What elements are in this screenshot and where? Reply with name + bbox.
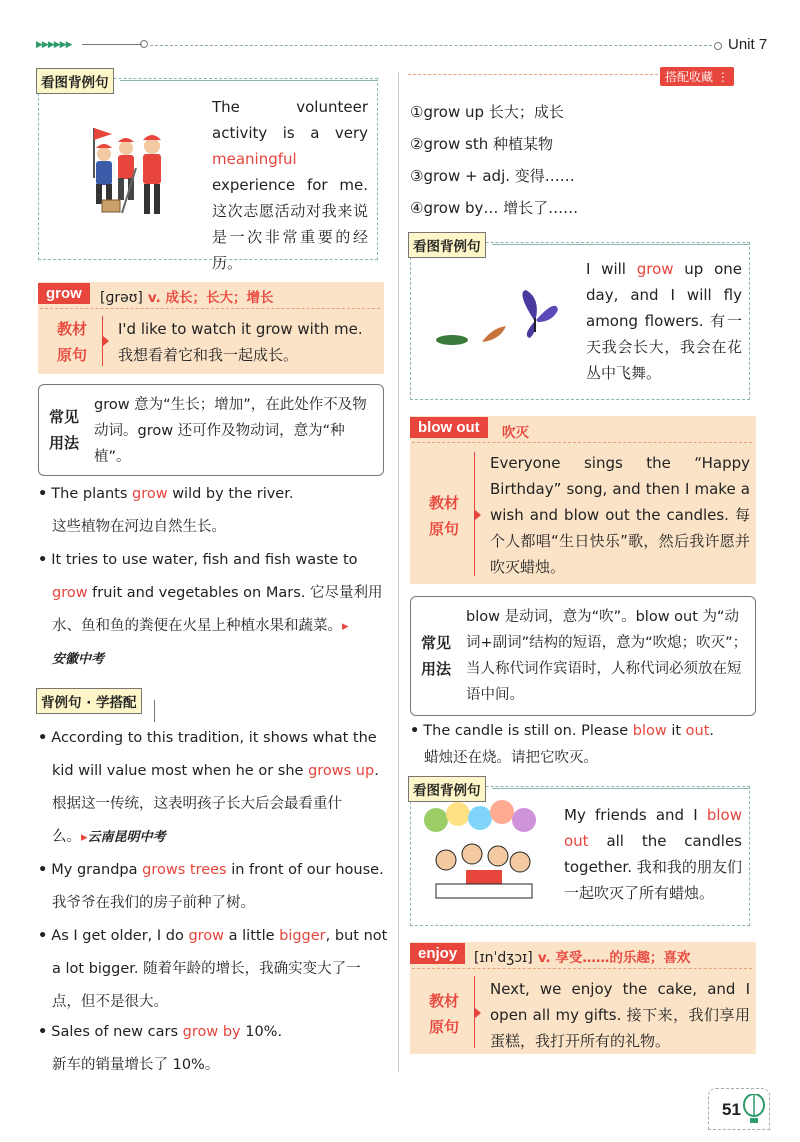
example-6: • Sales of new cars grow by 10%. 新车的销量增长了 10%。 xyxy=(38,1016,388,1082)
example-1: • The plants grow wild by the river. 这些植物在河边自然生长。 xyxy=(38,478,388,544)
usage-label-1 xyxy=(44,404,84,456)
shoucang-label: 搭配收藏 xyxy=(665,70,714,84)
example-7-post: . xyxy=(709,723,715,739)
example-3: • According to this tradition, it shows what the kid will value most when he or she grows up. 根据这一传统，这表明孩子长大后会最看重什 么。▸云南昆明中考 xyxy=(38,722,388,854)
kantu-text-1-pre: The volunteer activity is a very xyxy=(212,98,368,142)
kantu-tag-rule-1 xyxy=(120,80,378,81)
example-6-post: 10%. xyxy=(240,1024,283,1040)
enjoy-word-tag: enjoy xyxy=(410,943,465,964)
collocation-item: ②grow sth 种植某物 xyxy=(410,135,553,153)
example-5-highlight-1: grow xyxy=(188,928,225,944)
example-7-pre: The candle is still on. Please xyxy=(423,723,633,739)
enjoy-divider xyxy=(412,968,752,969)
example-1-pre: The plants xyxy=(51,486,133,502)
collocation-item: ①grow up 长大；成长 xyxy=(410,103,564,121)
example-1-highlight: grow xyxy=(132,486,168,502)
blowout-word-tag: blow out xyxy=(410,417,488,438)
example-2-highlight: grow xyxy=(52,585,88,601)
kantu-tag-2: 看图背例句 xyxy=(408,232,486,258)
example-7-highlight-1: blow xyxy=(632,723,667,739)
example-6-cn: 新车的销量增长了 10%。 xyxy=(52,1057,220,1073)
volunteer-illustration xyxy=(76,118,176,228)
collocation-list xyxy=(410,96,760,224)
unit-label: Unit 7 xyxy=(728,36,768,53)
kantu-text-2 xyxy=(586,256,742,386)
usage-label-2-a: 常见 xyxy=(420,634,451,652)
example-7: • The candle is still on. Please blow it out. 蜡烛还在烧。请把它吹灭。 xyxy=(410,718,760,772)
usage-text-2: blow 是动词，意为“吹”。blow out 为“动词+副词”结构的短语，意为“吹熄；吹灭”；当人称代词作宾语时，人称代词必须放在短语中间。 xyxy=(466,609,748,703)
example-1-post: wild by the river. xyxy=(167,486,294,502)
usage-label-1-a: 常见 xyxy=(48,408,79,426)
example-3-cn2: 么。 xyxy=(52,829,81,845)
kantu-tag-rule-3 xyxy=(492,788,750,789)
example-7-cn: 蜡烛还在烧。请把它吹灭。 xyxy=(424,750,598,766)
kantu-text-1-post: experience for me. 这次志愿活动对我来说是一次非常重要的经历。 xyxy=(212,176,368,272)
blowout-meaning: 吹灭 xyxy=(502,425,529,441)
grow-source-sentence xyxy=(118,316,378,368)
enjoy-phonetic: [ɪnˈdʒɔɪ] xyxy=(474,950,533,966)
example-5-line2: a lot bigger. 随着年龄的增长，我确实变大了一 xyxy=(52,961,361,977)
header-rule-left xyxy=(82,44,142,45)
example-2-line1: It tries to use water, fish and fish waste to xyxy=(51,552,358,568)
enjoy-meaning: v. 享受……的乐趣；喜欢 xyxy=(537,950,691,966)
example-6-highlight: grow by xyxy=(182,1024,241,1040)
grow-meaning: v. 成长；长大；增长 xyxy=(147,290,274,306)
grow-source-arrow xyxy=(103,336,109,346)
example-6-pre: Sales of new cars xyxy=(51,1024,183,1040)
example-5: • As I get older, I do grow a little bigger, but not a lot bigger. 随着年龄的增长，我确实变大了一 点，但不是很大。 xyxy=(38,920,388,1019)
grow-word-tag: grow xyxy=(38,283,90,304)
example-3-exam-source: 云南昆明中考 xyxy=(87,830,166,845)
header-rule-dot-left xyxy=(140,40,148,48)
shoucang-badge: 搭配收藏 ⋮ xyxy=(660,67,734,86)
grow-source-en: I'd like to watch it grow with me. xyxy=(118,320,363,338)
collocation-item: ④grow by… 增长了…… xyxy=(410,199,579,217)
example-4-pre: My grandpa xyxy=(51,862,143,878)
usage-label-2 xyxy=(416,630,456,682)
example-4-highlight: grows trees xyxy=(142,862,227,878)
blowout-source-sentence: Everyone sings the “Happy Birthday” song, and then I make a wish and blow out the candles. 每个人都唱“生日快乐”歌，然后我许愿并吹灭蜡烛。 xyxy=(490,454,750,576)
header-rule-dashed xyxy=(150,45,712,46)
beili-tag: 背例句 · 学搭配 xyxy=(36,688,142,714)
example-2-exam-source: 安徽中考 xyxy=(52,652,105,667)
kantu-text-2-post: up one day, and I will fly among flowers. 有一天我会长大，我会在花丛中飞舞。 xyxy=(586,260,742,382)
header-arrows-decoration: ▶▶▶▶▶▶ xyxy=(36,40,72,50)
blowout-source-label xyxy=(426,490,462,542)
example-3-cn1: 根据这一传统，这表明孩子长大后会最看重什 xyxy=(52,796,342,812)
example-2-line3: 水、鱼和鱼的粪便在火星上种植水果和蔬菜。 xyxy=(52,618,342,634)
kantu-text-3-highlight: blow out xyxy=(564,806,742,850)
kantu-text-2-pre: I will xyxy=(586,260,637,278)
usage-text-1: grow 意为“生长；增加”，在此处作不及物动词。grow 还可作及物动词，意为“种植”。 xyxy=(94,397,367,465)
kantu-text-3-pre: My friends and I xyxy=(564,806,707,824)
balloon-icon xyxy=(742,1094,766,1124)
example-3-highlight: grows up xyxy=(308,763,375,779)
example-5-highlight-2: bigger xyxy=(279,928,326,944)
example-2: • It tries to use water, fish and fish waste to grow fruit and vegetables on Mars. 它尽量利用 水、鱼和鱼的粪便在火星上种植水果和蔬菜。▸ 安徽中考 xyxy=(38,552,383,667)
grow-definition xyxy=(100,286,273,306)
example-3-line2-post: . xyxy=(374,763,379,779)
enjoy-source-arrow xyxy=(475,1008,481,1018)
kantu-text-3-post: all the candles together. 我和我的朋友们一起吹灭了所有蜡烛。 xyxy=(564,832,742,902)
usage-label-1-b: 用法 xyxy=(48,434,79,452)
column-divider xyxy=(398,72,399,1072)
kantu-text-1 xyxy=(212,94,368,276)
example-2-line2: fruit and vegetables on Mars. 它尽量利用 xyxy=(87,585,383,601)
example-4-cn: 我爷爷在我们的房子前种了树。 xyxy=(52,895,255,911)
grow-source-label xyxy=(54,316,90,368)
grow-source-label-1: 教材 xyxy=(56,320,87,338)
grow-divider xyxy=(40,308,380,309)
grow-source-label-2: 原句 xyxy=(56,346,87,364)
example-5-mid: a little xyxy=(224,928,280,944)
example-5-line3: 点，但不是很大。 xyxy=(52,994,168,1010)
kantu-text-1-highlight: meaningful xyxy=(212,150,297,168)
example-3-line1: According to this tradition, it shows what the xyxy=(51,730,377,746)
example-7-mid: it xyxy=(666,723,686,739)
enjoy-source-label xyxy=(426,988,462,1040)
page-number: 51 xyxy=(722,1100,741,1119)
example-4-post: in front of our house. xyxy=(226,862,384,878)
beili-tag-rule xyxy=(154,700,160,722)
birthday-illustration xyxy=(416,800,550,904)
kantu-tag-3: 看图背例句 xyxy=(408,776,486,802)
example-4: • My grandpa grows trees in front of our house. 我爷爷在我们的房子前种了树。 xyxy=(38,854,388,920)
example-1-cn: 这些植物在河边自然生长。 xyxy=(52,519,226,535)
enjoy-source-label-1: 教材 xyxy=(428,992,459,1010)
usage-label-2-b: 用法 xyxy=(420,660,451,678)
grow-source-cn: 我想看着它和我一起成长。 xyxy=(118,346,299,364)
collocation-item: ③grow + adj. 变得…… xyxy=(410,167,575,185)
blowout-divider xyxy=(412,442,752,443)
enjoy-source-sentence: Next, we enjoy the cake, and I open all my gifts. 接下来，我们享用蛋糕，我打开所有的礼物。 xyxy=(490,980,750,1050)
kantu-text-3 xyxy=(564,802,742,906)
enjoy-definition xyxy=(474,946,690,966)
example-5-post: , but not xyxy=(325,928,388,944)
example-3-line2-pre: kid will value most when he or she xyxy=(52,763,309,779)
example-7-highlight-2: out xyxy=(685,723,710,739)
blowout-source-arrow xyxy=(475,510,481,520)
butterfly-illustration xyxy=(430,288,570,348)
kantu-tag-1: 看图背例句 xyxy=(36,68,114,94)
example-5-pre: As I get older, I do xyxy=(51,928,189,944)
header-rule-dot-right xyxy=(714,42,722,50)
blowout-source-label-2: 原句 xyxy=(428,520,459,538)
grow-phonetic: [ɡrəʊ] xyxy=(100,290,143,306)
blowout-source-label-1: 教材 xyxy=(428,494,459,512)
kantu-tag-rule-2 xyxy=(492,244,750,245)
collocation-rule xyxy=(408,74,658,75)
enjoy-source-label-2: 原句 xyxy=(428,1018,459,1036)
kantu-text-2-highlight: grow xyxy=(636,260,674,278)
